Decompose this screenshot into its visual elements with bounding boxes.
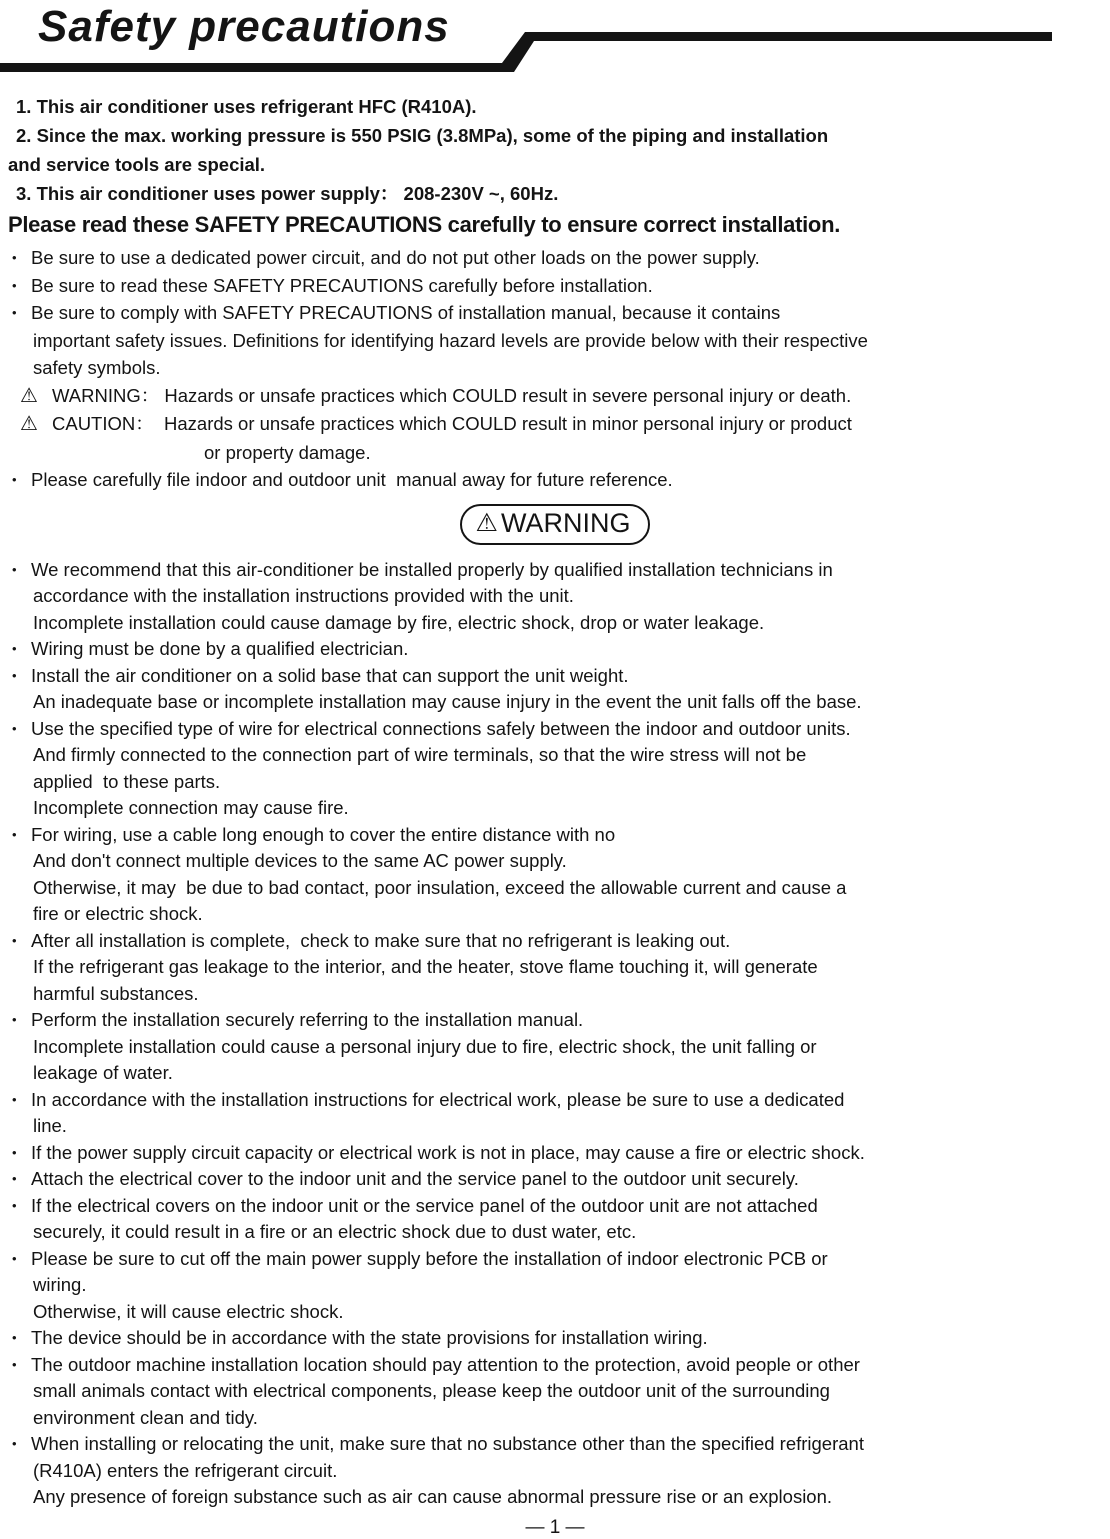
note-line <box>8 121 1102 150</box>
warning-line <box>8 1405 1102 1432</box>
warning-line <box>8 1431 1102 1458</box>
line-text: applied to these parts. <box>33 770 221 792</box>
page-number: — 1 — <box>525 1516 585 1538</box>
warning-line <box>8 822 1102 849</box>
line-text: Otherwise, it will cause electric shock. <box>33 1300 344 1322</box>
line-text: Perform the installation securely referring to the installation manual. <box>31 1009 584 1030</box>
warning-line <box>8 848 1102 875</box>
warning-line <box>8 1352 1102 1379</box>
warning-list <box>8 557 1102 1511</box>
line-text: If the electrical covers on the indoor unit or the service panel of the outdoor unit are not attached <box>31 1194 818 1216</box>
warning-line <box>8 583 1102 610</box>
precaution-line <box>8 466 1102 494</box>
warning-line <box>8 716 1102 743</box>
precaution-line <box>8 410 1102 439</box>
line-text: Wiring must be done by a qualified electrician. <box>31 638 409 659</box>
line-text: leakage of water. <box>33 1062 173 1083</box>
warning-line <box>8 1113 1102 1140</box>
line-text: CAUTION： Hazards or unsafe practices which COULD result in minor personal injury or product <box>52 413 852 434</box>
line-text: After all installation is complete, check to make sure that no refrigerant is leaking out. <box>31 929 731 951</box>
bullet-or-warning-icon: • <box>12 250 17 265</box>
warning-line <box>8 1034 1102 1061</box>
warning-line <box>8 1219 1102 1246</box>
line-text: We recommend that this air-conditioner be installed properly by qualified installation technicians in <box>31 558 833 580</box>
warning-line <box>8 795 1102 822</box>
warning-line <box>8 742 1102 769</box>
line-text: Incomplete installation could cause damage by fire, electric shock, drop or water leakage. <box>33 611 765 633</box>
page-header <box>8 2 1102 82</box>
warning-line <box>8 1087 1102 1114</box>
line-text: Be sure to read these SAFETY PRECAUTIONS carefully before installation. <box>31 274 653 296</box>
warning-line <box>8 981 1102 1008</box>
line-text: small animals contact with electrical components, please keep the outdoor unit of the surrounding <box>33 1380 830 1401</box>
bullet-or-warning-icon: ⚠ <box>20 413 38 435</box>
warning-line <box>8 1140 1102 1167</box>
line-text: And firmly connected to the connection part of wire terminals, so that the wire stress will not be <box>33 744 807 765</box>
line-text: And don't connect multiple devices to the same AC power supply. <box>33 850 567 871</box>
warning-line <box>8 1325 1102 1352</box>
line-text: accordance with the installation instructions provided with the unit. <box>33 585 574 606</box>
note-line <box>8 92 1102 121</box>
line-text: For wiring, use a cable long enough to cover the entire distance with no <box>31 823 616 845</box>
read-heading: Please read these SAFETY PRECAUTIONS carefully to ensure correct installation. <box>8 212 841 237</box>
line-text: 3. This air conditioner uses power supply： 208-230V ~, 60Hz. <box>16 183 559 204</box>
warning-line <box>8 1193 1102 1220</box>
warning-line <box>8 875 1102 902</box>
line-text: If the power supply circuit capacity or electrical work is not in place, may cause a fire or electric shock. <box>31 1141 865 1163</box>
warning-line <box>8 1007 1102 1034</box>
line-text: 2. Since the max. working pressure is 550 PSIG (3.8MPa), some of the piping and installation <box>16 125 829 146</box>
line-text: Incomplete installation could cause a personal injury due to fire, electric shock, the unit falling or <box>33 1035 817 1057</box>
warning-line <box>8 636 1102 663</box>
line-text: In accordance with the installation instructions for electrical work, please be sure to use a dedicated <box>31 1088 845 1110</box>
line-text: An inadequate base or incomplete installation may cause injury in the event the unit falls off the base. <box>33 691 862 712</box>
bullet-icon: • <box>12 720 17 736</box>
line-text: Attach the electrical cover to the indoor unit and the service panel to the outdoor unit securely. <box>31 1168 799 1189</box>
line-text: safety symbols. <box>33 357 161 378</box>
line-text: Use the specified type of wire for electrical connections safely between the indoor and outdoor units. <box>31 717 851 739</box>
bullet-or-warning-icon: • <box>12 305 17 320</box>
line-text: 1. This air conditioner uses refrigerant HFC (R410A). <box>16 96 477 117</box>
bullet-icon: • <box>12 1436 17 1451</box>
warning-badge-label: WARNING <box>500 507 631 538</box>
warning-line <box>8 689 1102 716</box>
line-text: fire or electric shock. <box>33 903 203 924</box>
line-text: The device should be in accordance with the state provisions for installation wiring. <box>31 1327 708 1348</box>
line-text: (R410A) enters the refrigerant circuit. <box>33 1459 338 1481</box>
bullet-icon: • <box>12 932 17 948</box>
line-text: or property damage. <box>204 441 371 463</box>
note-line <box>8 150 1102 179</box>
precaution-line <box>8 354 1102 382</box>
warning-line <box>8 1378 1102 1405</box>
line-text: When installing or relocating the unit, make sure that no substance other than the specified refrigerant <box>31 1433 864 1454</box>
bullet-icon: • <box>12 1356 17 1372</box>
warning-line <box>8 928 1102 955</box>
precaution-line <box>8 327 1102 355</box>
warning-line <box>8 954 1102 981</box>
line-text: securely, it could result in a fire or an electric shock due to dust water, etc. <box>33 1221 637 1242</box>
bullet-icon: • <box>12 1012 17 1027</box>
line-text: environment clean and tidy. <box>33 1406 258 1428</box>
bullet-or-warning-icon: ⚠ <box>20 384 38 407</box>
warning-line <box>8 769 1102 796</box>
warning-line <box>8 1166 1102 1193</box>
warning-line <box>8 1060 1102 1087</box>
warning-line <box>8 610 1102 637</box>
line-text: If the refrigerant gas leakage to the interior, and the heater, stove flame touching it, will generate <box>33 956 818 977</box>
bullet-icon: • <box>12 641 17 656</box>
line-text: line. <box>33 1115 67 1136</box>
bullet-icon: • <box>12 1171 17 1186</box>
warning-line <box>8 1484 1102 1511</box>
top-notes <box>8 92 1102 208</box>
warning-line <box>8 663 1102 690</box>
bullet-icon: • <box>12 826 17 842</box>
line-text: Please be sure to cut off the main power supply before the installation of indoor electronic PCB or <box>31 1247 828 1269</box>
bullet-or-warning-icon: • <box>12 277 17 293</box>
line-text: The outdoor machine installation location should pay attention to the protection, avoid people or other <box>31 1353 860 1375</box>
line-text: Incomplete connection may cause fire. <box>33 797 349 818</box>
precautions-list <box>8 244 1102 494</box>
line-text: important safety issues. Definitions for identifying hazard levels are provide below with their respective <box>33 329 868 351</box>
warning-badge <box>460 504 651 545</box>
warning-triangle-icon: ⚠ <box>475 509 498 537</box>
precaution-line <box>8 272 1102 300</box>
line-text: and service tools are special. <box>8 154 266 175</box>
warning-line <box>8 901 1102 928</box>
line-text: Please carefully file indoor and outdoor unit manual away for future reference. <box>31 469 673 490</box>
line-text: Any presence of foreign substance such as air can cause abnormal pressure rise or an explosion. <box>33 1486 833 1507</box>
line-text: harmful substances. <box>33 982 199 1004</box>
bullet-icon: • <box>12 667 17 683</box>
bullet-icon: • <box>12 1330 17 1345</box>
warning-line <box>8 557 1102 584</box>
warning-badge-row <box>8 504 1102 545</box>
warning-line <box>8 1272 1102 1299</box>
bullet-or-warning-icon: • <box>12 472 17 487</box>
page-title: Safety precautions <box>38 2 450 51</box>
line-text: Otherwise, it may be due to bad contact, poor insulation, exceed the allowable current and cause a <box>33 876 847 898</box>
precaution-line <box>8 244 1102 272</box>
warning-line <box>8 1458 1102 1485</box>
precaution-line <box>8 299 1102 327</box>
warning-line <box>8 1246 1102 1273</box>
line-text: WARNING： Hazards or unsafe practices which COULD result in severe personal injury or death. <box>52 384 852 406</box>
line-text: Install the air conditioner on a solid base that can support the unit weight. <box>31 664 629 686</box>
note-line <box>8 179 1102 208</box>
bullet-icon: • <box>12 1144 17 1160</box>
bullet-icon: • <box>12 1197 17 1213</box>
precaution-line <box>8 382 1102 411</box>
line-text: Be sure to comply with SAFETY PRECAUTIONS of installation manual, because it contains <box>31 302 781 323</box>
line-text: Be sure to use a dedicated power circuit, and do not put other loads on the power supply. <box>31 247 760 268</box>
precaution-line <box>8 439 1102 467</box>
bullet-icon: • <box>12 1091 17 1107</box>
warning-line <box>8 1299 1102 1326</box>
bullet-icon: • <box>12 561 17 577</box>
line-text: wiring. <box>33 1274 87 1295</box>
bullet-icon: • <box>12 1250 17 1266</box>
